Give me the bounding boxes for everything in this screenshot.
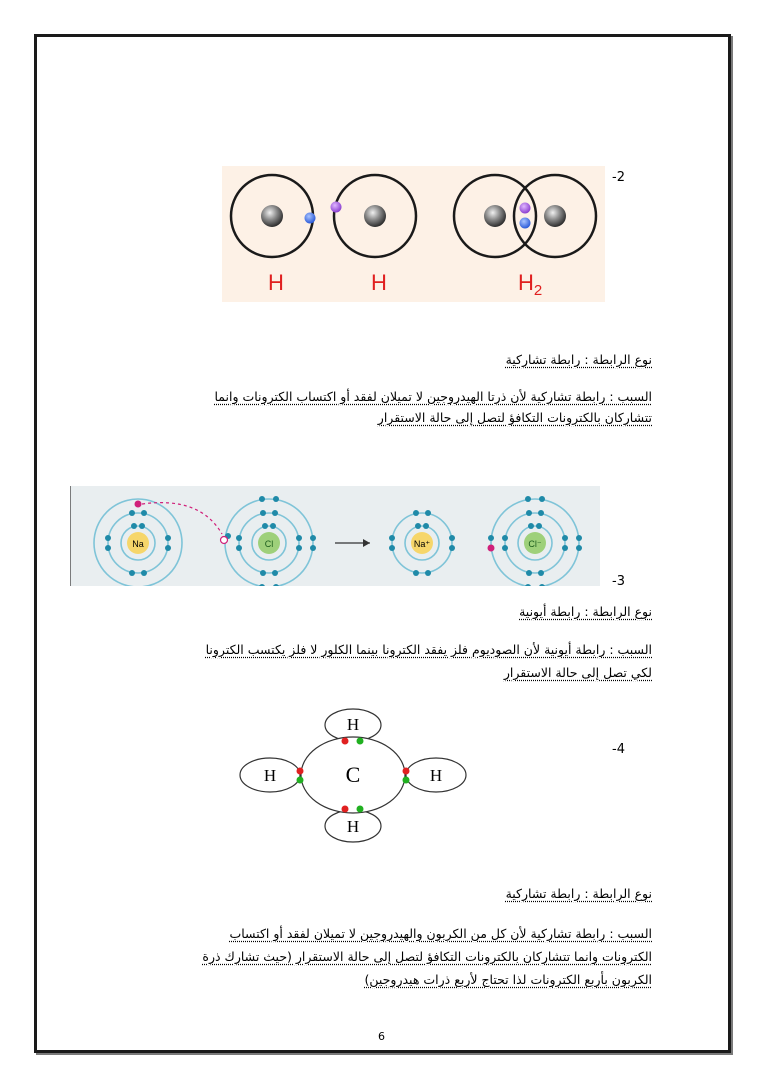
label-h2-subscript: 2 bbox=[533, 282, 543, 299]
cl-label: Cl bbox=[264, 539, 274, 549]
h-top-label: H bbox=[346, 715, 360, 734]
q3-bond-type: نوع الرابطة : رابطة أيونية bbox=[519, 604, 652, 619]
hydrogen-molecule-figure bbox=[222, 166, 605, 302]
q4-bond-type: نوع الرابطة : رابطة تشاركية bbox=[505, 886, 652, 901]
q3-reason-line1: السبب : رابطة أيونية لأن الصوديوم فلز يفقد الكترونا بينما الكلور لا فلز يكتسب الكترونا bbox=[205, 642, 652, 657]
h-right-label: H bbox=[429, 766, 443, 785]
electron-blue bbox=[305, 213, 316, 224]
q2-bond-type: نوع الرابطة : رابطة تشاركية bbox=[505, 352, 652, 367]
q4-reason-line1: السبب : رابطة تشاركية لأن كل من الكربون والهيدروجين لا تميلان لفقد أو اكتساب bbox=[229, 926, 652, 941]
h-atom-middle-nucleus bbox=[364, 205, 386, 227]
label-h-middle: H bbox=[371, 270, 387, 295]
electron-purple bbox=[331, 202, 342, 213]
page-number: 6 bbox=[378, 1030, 385, 1043]
na-ion-label: Na⁺ bbox=[413, 539, 431, 549]
question-number-4: -4 bbox=[612, 742, 625, 757]
question-number-2: -2 bbox=[612, 170, 625, 185]
label-h-left: H bbox=[268, 270, 284, 295]
q2-reason-line1: السبب : رابطة تشاركية لأن ذرتا الهيدروجين لا تميلان لفقد أو اكتساب الكترونات وانما bbox=[214, 389, 652, 404]
c-label: C bbox=[345, 762, 361, 787]
h-left-label: H bbox=[263, 766, 277, 785]
h2-right-nucleus bbox=[544, 205, 566, 227]
q4-reason-line3: الكربون بأربع الكترونات لذا تحتاج لأربع ذرات هيدروجين) bbox=[364, 972, 652, 987]
gained-electron bbox=[488, 545, 495, 552]
h2-left-nucleus bbox=[484, 205, 506, 227]
q4-reason-line2: الكترونات وانما تتشاركان بالكترونات التكافؤ لتصل إلى حالة الاستقرار (حيث تشارك ذرة bbox=[202, 949, 652, 964]
na-label: Na bbox=[132, 539, 144, 549]
q2-reason-line2: تتشاركان بالكترونات التكافؤ لتصل إلى حالة الاستقرار bbox=[377, 410, 652, 425]
shared-electron-blue bbox=[520, 218, 531, 229]
q3-reason-line2: لكي تصل إلى حالة الاستقرار bbox=[503, 665, 652, 680]
shared-electron-purple bbox=[520, 203, 531, 214]
sodium-chloride-figure bbox=[70, 486, 600, 586]
label-h2-main: H bbox=[518, 270, 534, 295]
question-number-3: -3 bbox=[612, 574, 625, 589]
transferred-electron bbox=[135, 501, 142, 508]
cl-ion-label: Cl⁻ bbox=[528, 539, 542, 549]
h-bottom-label: H bbox=[346, 817, 360, 836]
electron-vacancy bbox=[221, 537, 228, 544]
methane-figure bbox=[238, 708, 468, 848]
h-atom-left-nucleus bbox=[261, 205, 283, 227]
